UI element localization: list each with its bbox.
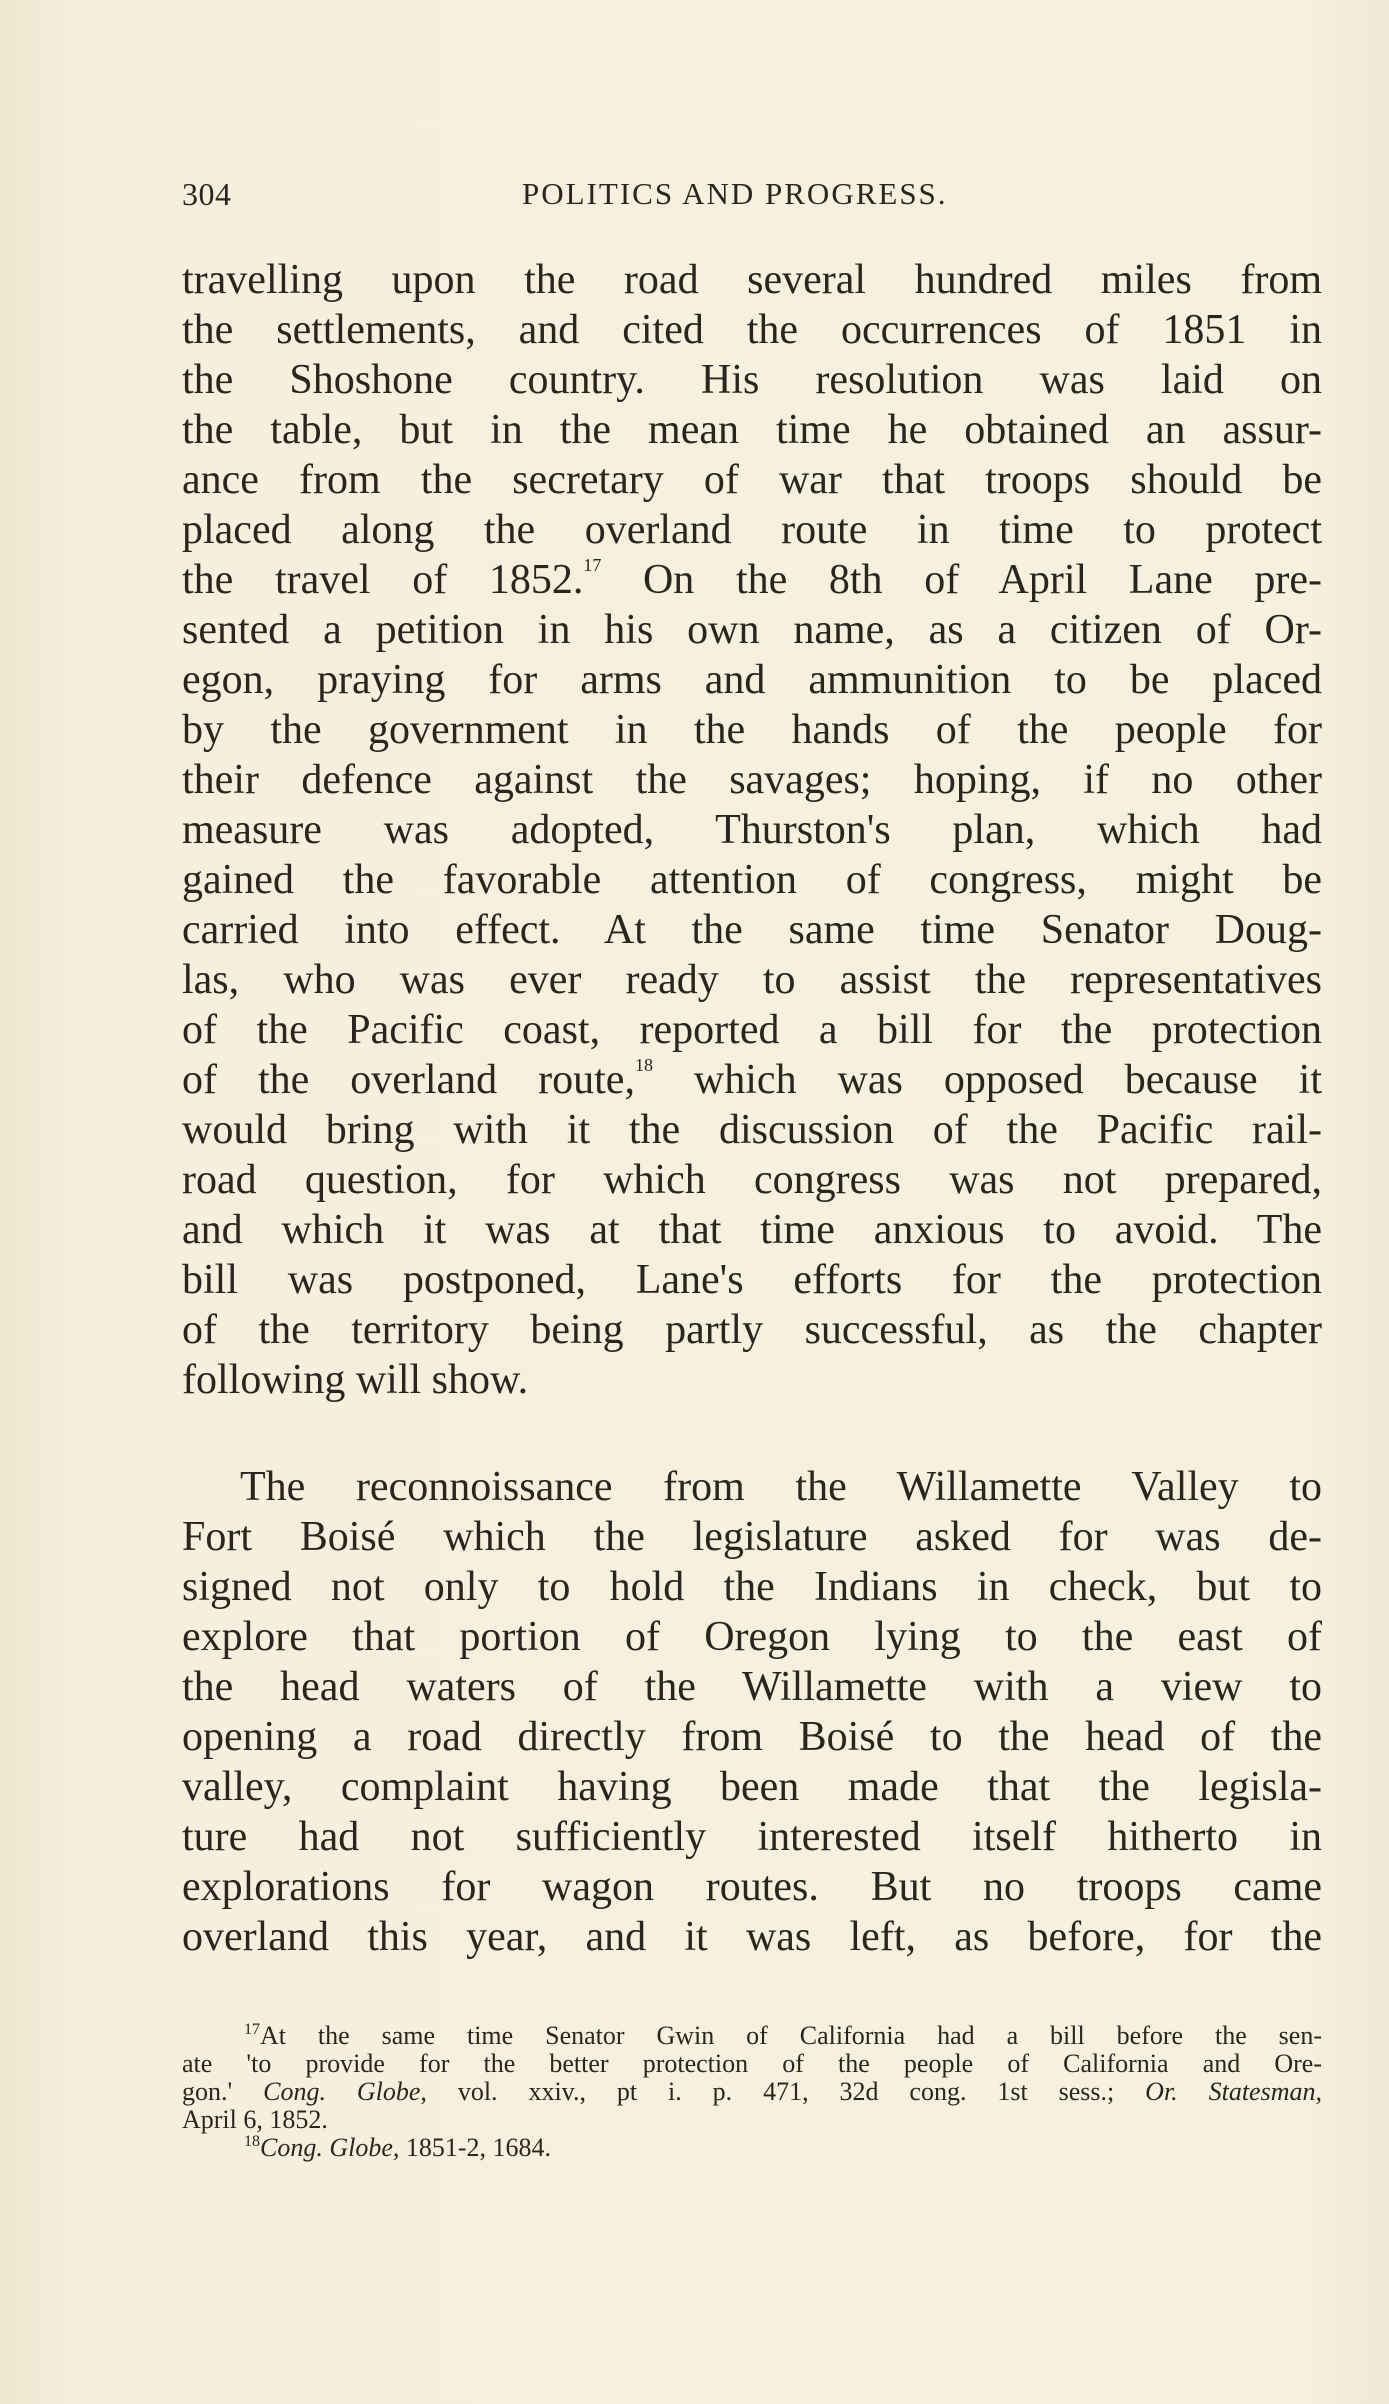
text-line: The reconnoissance from the Willamette Valley to [240,1464,1322,1510]
text-segment: On the 8th of April Lane pre- [601,557,1322,603]
footnote-ref-17: 17 [583,555,602,575]
text-segment: the travel of 1852. [182,557,584,603]
text-segment: of the overland route, [182,1057,635,1103]
footnote-17-line: April 6, 1852. [182,2105,328,2134]
text-line: explore that portion of Oregon lying to the east of [182,1614,1322,1660]
footnote-17-line [182,2022,1322,2050]
text-line: of the Pacific coast, reported a bill for the protection [182,1007,1322,1053]
text-line: and which it was at that time anxious to avoid. The [182,1207,1322,1253]
footnote-text: vol. xxiv., pt i. p. 471, 32d cong. 1st sess.; [426,2077,1146,2106]
text-segment: which was opposed because it [652,1057,1322,1103]
paragraph-2 [182,1462,1322,1962]
footnote-18-line [182,2134,1322,2162]
text-line: Fort Boisé which the legislature asked for was de- [182,1514,1322,1560]
text-line: ture had not sufficiently interested itself hitherto in [182,1814,1322,1860]
citation-title: Cong. Globe, [260,2133,400,2162]
footnote-text: 1851-2, 1684. [399,2133,552,2162]
text-line: valley, complaint having been made that the legisla- [182,1764,1322,1810]
text-line: explorations for wagon routes. But no troops came [182,1864,1322,1910]
text-line: the table, but in the mean time he obtained an assur- [182,407,1322,453]
citation-title: Or. Statesman, [1145,2077,1322,2106]
footnote-ref-18: 18 [634,1055,653,1075]
text-line: road question, for which congress was not prepared, [182,1157,1322,1203]
text-line: placed along the overland route in time to protect [182,507,1322,553]
footnotes [182,2022,1322,2162]
text-line: their defence against the savages; hoping, if no other [182,757,1322,803]
footnote-17-line: ate 'to provide for the better protection of the people of California and Ore- [182,2049,1322,2078]
footnote-17-line [182,2078,1322,2106]
text-line: by the government in the hands of the people for [182,707,1322,753]
text-line: gained the favorable attention of congress, might be [182,857,1322,903]
footnote-text: gon.' [182,2077,264,2106]
running-head [182,176,1332,216]
text-line [182,1055,1322,1105]
text-line: travelling upon the road several hundred miles from [182,257,1322,303]
footnote-marker-17: 17 [244,2021,260,2038]
text-line: overland this year, and it was left, as before, for the [182,1914,1322,1960]
text-line: would bring with it the discussion of the Pacific rail- [182,1107,1322,1153]
footnote-text: At the same time Senator Gwin of California had a bill before the sen- [260,2021,1322,2050]
paragraph-1 [182,255,1322,1405]
text-line: the settlements, and cited the occurrences of 1851 in [182,307,1322,353]
text-line: signed not only to hold the Indians in check, but to [182,1564,1322,1610]
text-line: sented a petition in his own name, as a citizen of Or- [182,607,1322,653]
text-line: bill was postponed, Lane's efforts for the protection [182,1257,1322,1303]
text-line: opening a road directly from Boisé to the head of the [182,1714,1322,1760]
text-line: the head waters of the Willamette with a view to [182,1664,1322,1710]
text-line: ance from the secretary of war that troops should be [182,457,1322,503]
text-line: las, who was ever ready to assist the representatives [182,957,1322,1003]
page-number: 304 [182,176,232,212]
text-line: following will show. [182,1357,529,1403]
text-line: carried into effect. At the same time Senator Doug- [182,907,1322,953]
footnote-marker-18: 18 [244,2133,260,2150]
citation-title: Cong. Globe, [263,2077,427,2106]
text-line: the Shoshone country. His resolution was laid on [182,357,1322,403]
text-line: measure was adopted, Thurston's plan, which had [182,807,1322,853]
text-line: of the territory being partly successful, as the chapter [182,1307,1322,1353]
text-line [182,555,1322,605]
running-title: POLITICS AND PROGRESS. [522,176,948,211]
text-line: egon, praying for arms and ammunition to be placed [182,657,1322,703]
